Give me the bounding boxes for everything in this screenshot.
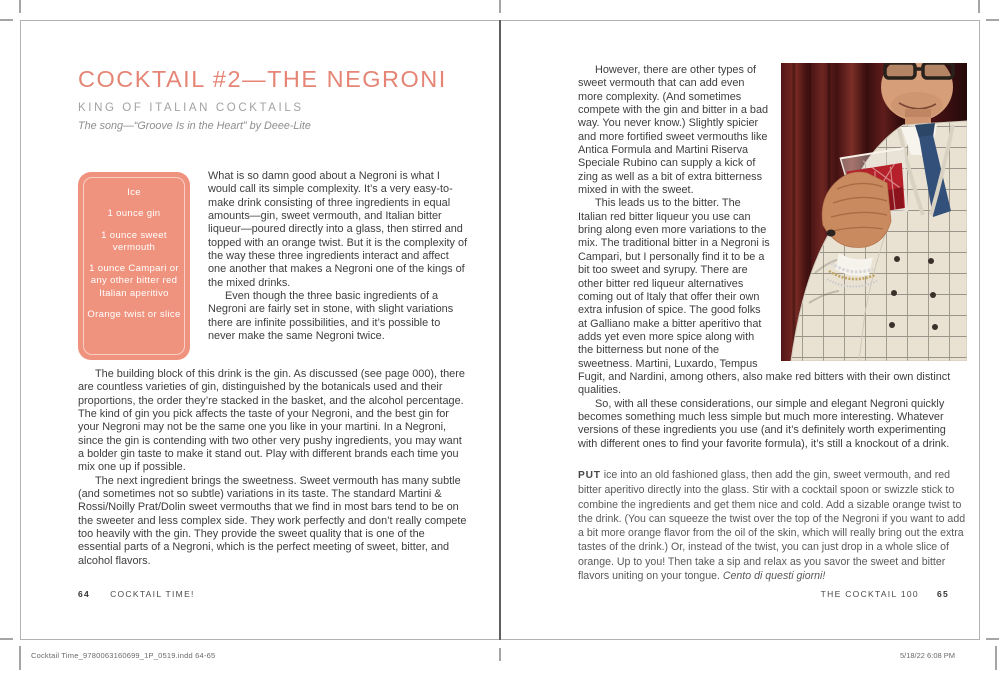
- recipe-paragraph: [578, 468, 967, 583]
- slug-tick-right: [995, 646, 997, 670]
- slug-filename: Cocktail Time_9780063160699_1P_0519.indd 64-65: [31, 651, 216, 660]
- left-page-number: 64: [78, 589, 91, 599]
- negroni-photo-illustration: [781, 63, 967, 361]
- ingredient-item: 1 ounce sweet vermouth: [101, 229, 167, 253]
- recipe-italian-phrase: Cento di questi giorni!: [722, 570, 826, 583]
- body-paragraph: The next ingredient brings the sweetness. Sweet vermouth has many subtle (and sometimes not so subtle) variations in its taste. The standard Martini & Rossi/Noilly Prat/Dolin sweet vermouths that we find in most bars tend to be on the sweeter and less complex side. They work perfectly and don’t really compete too heavily with the gin. They provide the sweet quality that is one of the essential parts of a Negroni, which is the perfect meeting of sweet, bitter, and alcohol flavors.: [78, 474, 467, 567]
- crop-mark-top-center: [499, 0, 501, 13]
- body-paragraph: What is so damn good about a Negroni is what I would call its simple complexity. It’s a very easy-to-make drink consisting of three ingredients in equal amounts—gin, sweet vermouth, and Italian bitter liqueur—poured directly into a glass, then stirred and topped with an orange twist. But it is the complexity of the way these three ingredients interact and affect one another that makes a Negroni one of the kings of the mixed drinks.: [208, 170, 468, 289]
- spread-spine-line: [499, 20, 501, 640]
- right-footer-label: THE COCKTAIL 100: [820, 589, 919, 599]
- page-title: COCKTAIL #2—THE NEGRONI: [78, 66, 447, 92]
- body-paragraph: So, with all these considerations, our simple and elegant Negroni quickly becomes something much less simple but much more interesting. Whatever versions of these ingredients you use (and it’s definitely worth experimenting with different ones to find your favorite formula), it’s still a knockout of a drink.: [578, 397, 950, 450]
- ingredient-item: Ice: [127, 187, 141, 198]
- left-running-foot: [78, 589, 195, 599]
- body-paragraph: Even though the three basic ingredients of a Negroni are fairly set in stone, with slight variations there are infinite possibilities, and it’s possible to never make the same Negroni twice.: [208, 290, 454, 343]
- body-paragraph: The building block of this drink is the gin. As discussed (see page 000), there are countless varieties of gin, distinguished by the botanicals used and their proportions, the order they’re stacked in the basket, and the alcohol percentage. The kind of gin you pick affects the taste of your Negroni, and the best gin for your Negroni may not be the same one you like in your martini. In a Negroni, since the gin is contending with two other very pushy ingredients, you may want a bolder gin taste to make it stand out. Play with different brands each time you mix one up if possible.: [78, 368, 465, 474]
- page-subtitle: KING OF ITALIAN COCKTAILS: [78, 102, 304, 114]
- crop-mark-top-left-h: [0, 19, 13, 21]
- left-footer-label: COCKTAIL TIME!: [110, 589, 195, 599]
- crop-mark-top-right-v: [978, 0, 980, 13]
- page-right: [578, 64, 967, 594]
- crop-mark-bottom-right-h: [986, 638, 999, 640]
- slug-tick-left: [19, 646, 21, 670]
- crop-mark-bottom-center: [499, 648, 501, 661]
- slug-timestamp: 5/18/22 6:08 PM: [899, 651, 955, 660]
- recipe-lead-word: PUT: [578, 469, 601, 481]
- right-running-foot: [578, 589, 949, 599]
- body-paragraph: This leads us to the bitter. The Italian red bitter liqueur you use can bring along even more variations to the mix. The traditional bitter in a Negroni is Campari, but I personally find it to be a bit too sweet and syrupy. There are other bitter red liqueur alternatives coming out of Italy that offer their own extra infusion of spice. The good folks at Galliano make a bitter aperitivo that adds yet even more spice along with the bitterness but none of the sweetness. Martini, Luxardo, Tempus Fugit, and Nardini, among others, also make red bitters with their own distinct qualities.: [578, 197, 951, 397]
- negroni-portrait-photo: [781, 63, 967, 361]
- ingredient-box: [78, 172, 190, 360]
- page-left: [78, 66, 468, 568]
- ingredient-item: Orange twist or slice: [87, 309, 181, 321]
- song-line: The song—“Groove Is in the Heart” by Deee-Lite: [78, 120, 311, 132]
- ingredient-item: 1 ounce gin: [107, 208, 161, 220]
- ingredient-item: 1 ounce Campari or any other bitter red Italian aperitivo: [89, 263, 179, 299]
- recipe-body-text: ice into an old fashioned glass, then add the gin, sweet vermouth, and red bitter aperitivo directly into the glass. Stir with a cocktail spoon or swizzle stick to combine the ingredients and get them nice and cold. Add a sizable orange twist to the drink. (You can squeeze the twist over the top of the Negroni if you want to add a bit more orange flavor from the oil of the skin, which will really bring out the extra tastes of the drink.) Or, instead of the twist, you can just drop in a whole slice of orange. Up to you! Then take a sip and relax as you savor the sweet and bitter flavors uniting on your tongue.: [578, 468, 966, 583]
- crop-mark-top-left-v: [19, 0, 21, 13]
- body-paragraph: However, there are other types of sweet vermouth that can add even more complexity. (And sometimes compete with the gin and bitter in a bad way. You never know.) Slightly spicier and more fortified sweet vermouths like Antica Formula and Martini Riserva Speciale Rubino can supply a kick of zing as well as a bit of extra bitterness mixed in with the sweet.: [578, 64, 769, 197]
- right-page-number: 65: [936, 589, 949, 599]
- left-body-text: [78, 170, 468, 568]
- crop-mark-top-right-h: [986, 19, 999, 21]
- crop-mark-bottom-left-h: [0, 638, 13, 640]
